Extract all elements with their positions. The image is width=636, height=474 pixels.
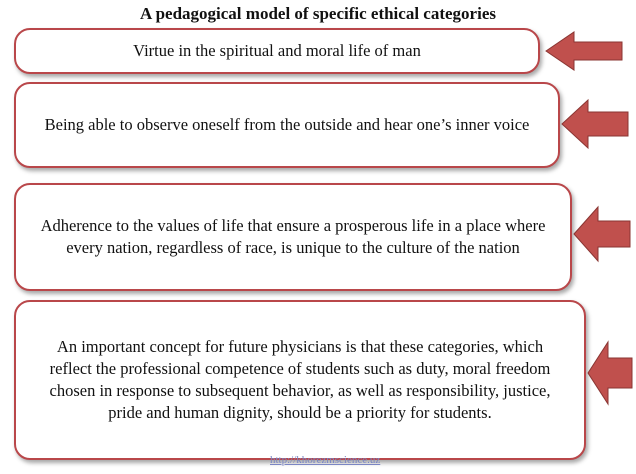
left-arrow-icon xyxy=(572,205,632,263)
left-arrow-icon xyxy=(586,340,634,406)
left-arrow-icon xyxy=(560,98,630,150)
left-arrow-icon xyxy=(544,30,624,72)
category-box-2-text: Being able to observe oneself from the outside and hear one’s inner voice xyxy=(44,115,530,134)
diagram-title: A pedagogical model of specific ethical categories xyxy=(140,4,496,23)
category-box-1 xyxy=(14,28,540,74)
source-url: http://khorezmscience.uz xyxy=(270,454,381,466)
category-box-3-text: Adherence to the values of life that ensure a prosperous life in a place where every nation, regardless of race, is unique to the culture of the nation xyxy=(40,216,546,257)
category-box-3 xyxy=(14,183,572,291)
category-box-2 xyxy=(14,82,560,168)
category-box-4-text: An important concept for future physicians is that these categories, which reflect the professional competence of students such as duty, moral freedom chosen in response to subsequent behavior, as well as responsibility, justice, pride and human dignity, should be a priority for students. xyxy=(49,337,551,422)
category-box-4 xyxy=(14,300,586,460)
category-box-1-text: Virtue in the spiritual and moral life of man xyxy=(133,41,421,60)
